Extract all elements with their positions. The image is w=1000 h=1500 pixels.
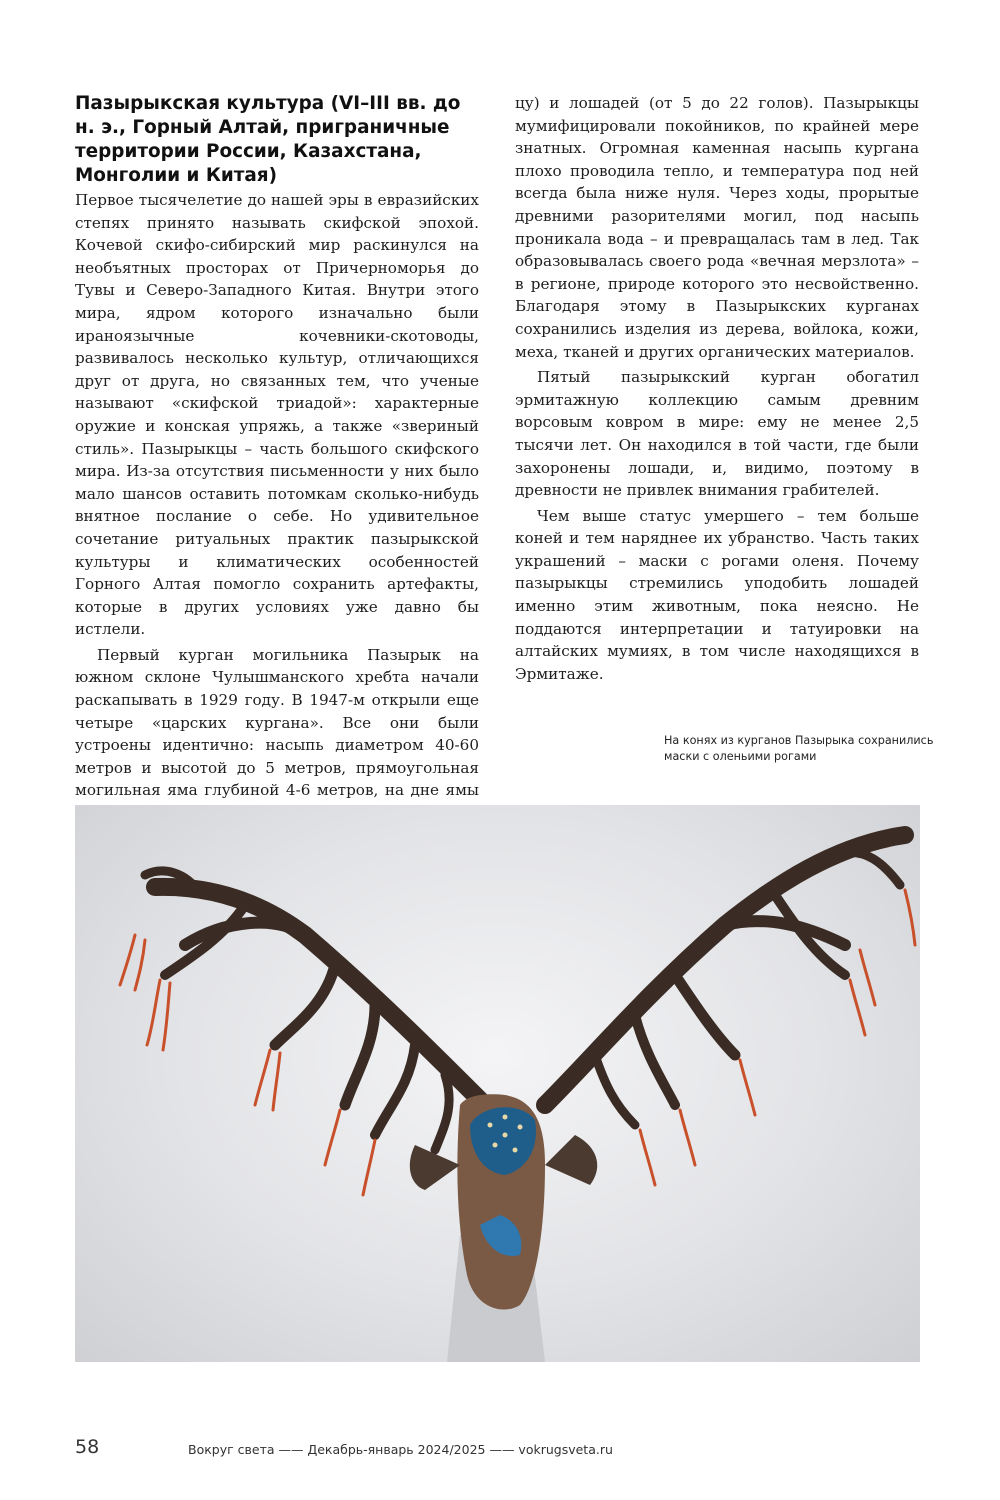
left-column xyxy=(75,92,479,847)
page-number: 58 xyxy=(75,1436,100,1458)
paragraph-4: Пятый пазырыкский курган обогатил эрмитажную коллекцию самым древним ворсовым ковром в мире: ему не менее 2,5 тысячи лет. Он находился в той части, где были захоронены лошади, и, видимо, поэтому в древности не привлек внимания грабителей. xyxy=(515,368,919,500)
mask-head xyxy=(410,1094,597,1309)
footer-publication-line: Вокруг света —— Декабрь-январь 2024/2025 —— vokrugsveta.ru xyxy=(188,1442,613,1457)
right-ear-guard xyxy=(545,1135,597,1185)
paragraph-1: Первое тысячелетие до нашей эры в евразийских степях принято называть скифской эпохой. Кочевой скифо-сибирский мир раскинулся на необъятных просторах от Причерноморья до Тувы и Северо-Западного Китая. Внутри этого мира, ядром которого изначально были ираноязычные кочевники-скотоводы, развивалось несколько культур, отличающихся друг от друга, но связанных тем, что ученые называют «скифской триадой»: характерные оружие и конская упряжь, а также «звериный стиль». Пазырыкцы – часть большого скифского мира. Из-за отсутствия письменности у них было мало шансов оставить потомкам сколько-нибудь внятное послание о себе. Но удивительное сочетание ритуальных практик пазырыкской культуры и климатических особенностей Горного Алтая помогло сохранить артефакты, которые в других условиях уже давно бы истлели. xyxy=(75,191,479,639)
horse-mask-illustration xyxy=(75,805,920,1362)
article-heading: Пазырыкская культура (VI–III вв. до н. э., Горный Алтай, приграничные территории России, Казахстана, Монголии и Китая) xyxy=(75,93,461,186)
horse-mask-photo xyxy=(75,805,920,1362)
paragraph-2: Первый курган могильника Пазырык на южном склоне Чулышманского хребта начали раскапывать в 1929 году. В 1947-м открыли еще четыре «царских кургана». Все они были устроены идентично: насыпь диаметром 40-60 метров и высотой до 5 метров, прямоугольная могильная яма глубиной 4-6 метров, на дне ямы xyxy=(75,645,479,800)
page-footer xyxy=(75,1436,920,1466)
photo-caption: На конях из курганов Пазырыка сохранились маски с оленьими рогами xyxy=(664,734,934,763)
right-column xyxy=(515,92,919,685)
paragraph-5: Чем выше статус умершего – тем больше коней и тем наряднее их убранство. Часть таких украшений – маски с рогами оленя. Почему пазырыкцы стремились уподобить лошадей именно этим животным, пока неясно. Не поддаются интерпретации и татуировки на алтайских мумиях, в том числе находящихся в Эрмитаже. xyxy=(515,506,919,683)
left-antler xyxy=(145,871,485,1150)
paragraph-3: цу) и лошадей (от 5 до 22 голов). Пазырыкцы мумифицировали покойников, по крайней мере знатных. Огромная каменная насыпь кургана плохо проводила тепло, и температура под ней всегда была ниже нуля. Через ходы, прорытые древними разорителями могил, под насыпь проникала вода – и превращалась там в лед. Так образовывалась своего рода «вечная мерзлота» – в регионе, природе которого это несвойственно. Благодаря этому в Пазырыкских курганах сохранились изделия из дерева, войлока, кожи, меха, тканей и других органических материалов. xyxy=(515,94,919,361)
